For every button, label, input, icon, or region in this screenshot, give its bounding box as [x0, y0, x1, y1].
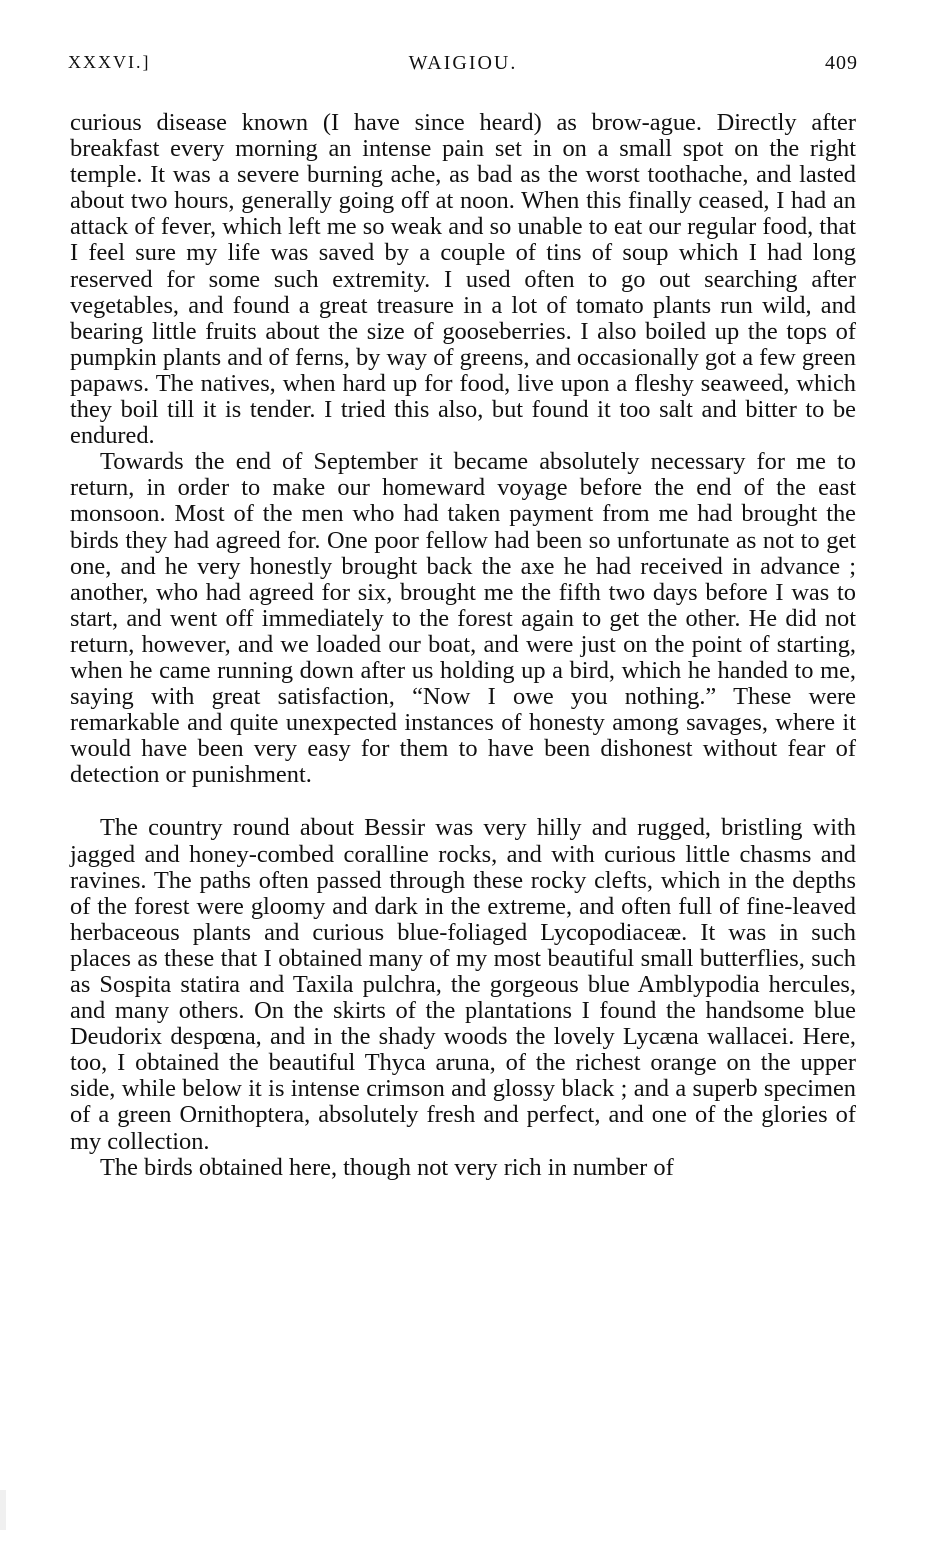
body-text: [70, 110, 856, 1181]
running-title: WAIGIOU.: [408, 52, 518, 74]
running-head: [68, 52, 858, 82]
paragraph-continued: curious disease known (I have since heard) as brow-ague. Directly after breakfast every morning an intense pain set in on a small spot on the right temple. It was a severe burning ache, as bad as the worst toothache, and lasted about two hours, generally going off at noon. When this finally ceased, I had an attack of fever, which left me so weak and so unable to eat our regular food, that I feel sure my life was saved by a couple of tins of soup which I had long reserved for some such extremity. I used often to go out searching after vegetables, and found a great treasure in a lot of tomato plants run wild, and bearing little fruits about the size of gooseberries. I also boiled up the tops of pumpkin plants and of ferns, by way of greens, and occasionally got a few green papaws. The natives, when hard up for food, live upon a fleshy seaweed, which they boil till it is tender. I tried this also, but found it too salt and bitter to be endured.: [70, 109, 856, 450]
scan-edge-mark: [0, 1490, 6, 1530]
paragraph-birds: The birds obtained here, though not very rich in number of: [100, 1153, 674, 1181]
chapter-number: XXXVI.]: [68, 52, 151, 72]
paragraph-departure: Towards the end of September it became absolutely necessary for me to return, in order to make our homeward voyage before the end of the east monsoon. Most of the men who had taken payment from me had brought the birds they had agreed for. One poor fellow had been so unfortunate as not to get one, and he very honestly brought back the axe he had received in advance ; another, who had agreed for six, brought me the fifth two days before I was to start, and went off immediately to the forest again to get the other. He did not return, however, and we loaded our boat, and were just on the point of starting, when he came running down after us holding up a bird, which he handed to me, saying with great satisfaction, “Now I owe you nothing.” These were remarkable and quite unexpected instances of honesty among savages, where it would have been very easy for them to have been dishonest without fear of detection or punishment.: [70, 448, 856, 789]
page-number: 409: [825, 52, 858, 74]
paragraph-bessir-country: The country round about Bessir was very hilly and rugged, bristling with jagged and honey-combed coralline rocks, and with curious little chasms and ravines. The paths often passed through these rocky clefts, which in the depths of the forest were gloomy and dark in the extreme, and often full of fine-leaved herbaceous plants and curious blue-foliaged Lycopodiaceæ. It was in such places as these that I obtained many of my most beautiful small butterflies, such as Sospita statira and Taxila pulchra, the gorgeous blue Amblypodia hercules, and many others. On the skirts of the plantations I found the handsome blue Deudorix despœna, and in the shady woods the lovely Lycæna wallacei. Here, too, I obtained the beautiful Thyca aruna, of the richest orange on the upper side, while below it is intense crimson and glossy black ; and a superb specimen of a green Ornithoptera, absolutely fresh and perfect, and one of the glories of my collection.: [70, 814, 856, 1155]
